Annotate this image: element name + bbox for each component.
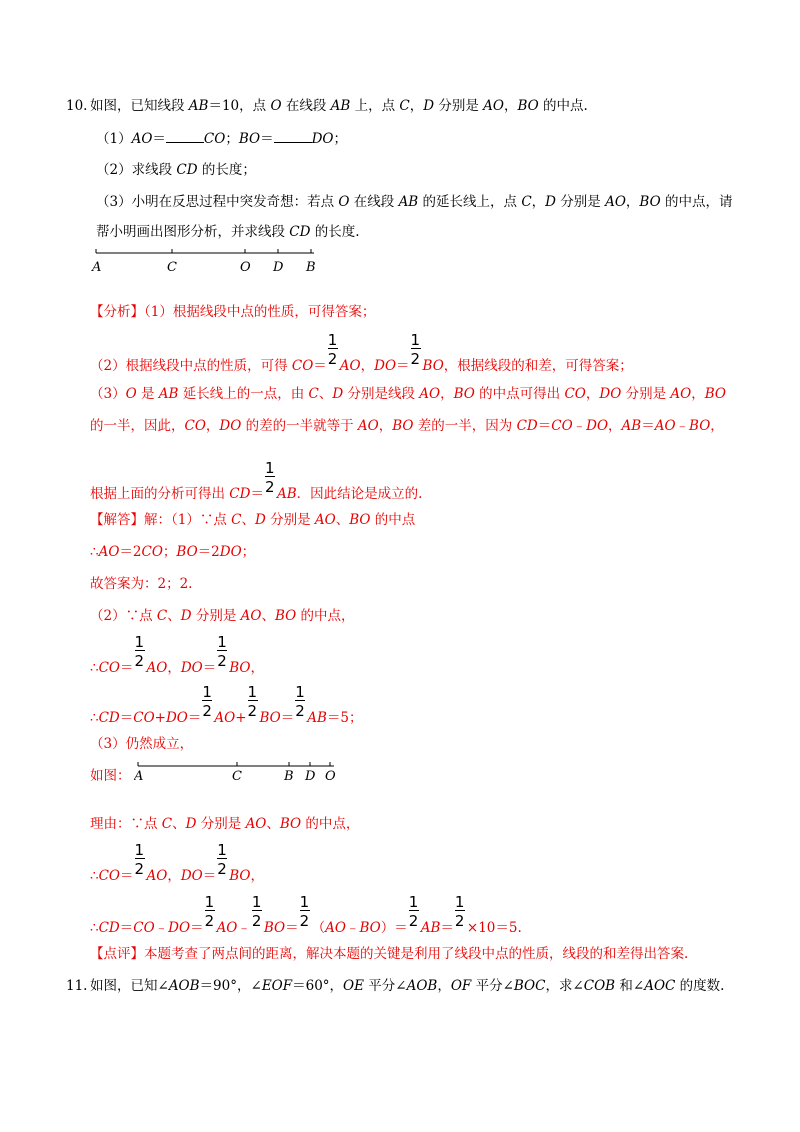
fraction xyxy=(251,893,264,932)
math-variable: BO xyxy=(229,660,251,676)
text-run: 分别是线段 xyxy=(343,386,420,402)
text-run: ＝60°， xyxy=(292,978,344,994)
text-run: 分别是 xyxy=(621,386,671,402)
math-variable: O xyxy=(270,98,282,114)
fig1-label-b: B xyxy=(306,260,316,275)
math-variable: C xyxy=(308,386,319,402)
math-variable: AO xyxy=(146,868,168,884)
math-variable: AOB xyxy=(168,978,200,994)
text-run: ∴ xyxy=(90,868,99,884)
math-variable: D xyxy=(254,512,266,528)
text-run: 是 xyxy=(136,386,159,402)
fig2-label-b: B xyxy=(284,769,294,784)
fraction xyxy=(216,841,229,880)
math-variable: AO xyxy=(483,98,504,114)
math-variable: AO xyxy=(98,544,120,560)
text-run: ＝ xyxy=(285,920,299,936)
text-run: ， xyxy=(503,98,518,114)
fraction-numerator: 1 xyxy=(454,893,465,911)
math-variable: CO xyxy=(133,710,155,726)
text-run: 如图，已知线段 xyxy=(90,98,189,114)
math-variable: AB xyxy=(188,98,209,114)
text-run: ＝ xyxy=(119,920,134,936)
text-run: 平分∠ xyxy=(471,978,514,994)
text-run: ＝ xyxy=(313,358,327,374)
text-run: 的中点 xyxy=(370,512,416,528)
text-run: ， xyxy=(167,868,181,884)
text-run: 上，点 xyxy=(350,98,400,114)
text-run: 在线段 xyxy=(281,98,331,114)
text-run: （ xyxy=(311,920,326,936)
fraction xyxy=(204,893,217,932)
math-variable: D xyxy=(180,608,192,624)
math-variable: C xyxy=(231,512,242,528)
text-run: 的中点， xyxy=(296,608,355,624)
text-run: ×10＝5. xyxy=(466,920,522,936)
text-run: ＝ xyxy=(202,660,217,676)
text-run: 如图： xyxy=(90,768,131,784)
text-run: 故答案为：2；2. xyxy=(90,576,193,592)
text-run: ， xyxy=(437,978,451,994)
math-variable: O xyxy=(125,386,137,402)
fraction-denominator: 2 xyxy=(217,860,227,878)
fraction-bar xyxy=(202,700,212,701)
text-run: + xyxy=(154,710,166,726)
fraction-denominator: 2 xyxy=(217,652,227,670)
fraction xyxy=(134,841,147,880)
math-variable: DO xyxy=(180,660,203,676)
text-run: 差的一半，因为 xyxy=(413,418,517,434)
math-variable: BO xyxy=(349,512,371,528)
math-variable: AB xyxy=(307,710,327,726)
q10-number: 10. xyxy=(66,98,88,114)
fraction-bar xyxy=(265,476,275,477)
text-run: 分别是 xyxy=(556,194,606,210)
fraction-bar xyxy=(455,910,465,911)
fig2-label-d: D xyxy=(305,769,316,784)
math-variable: OE xyxy=(343,978,364,994)
fraction xyxy=(264,459,277,498)
fraction-denominator: 2 xyxy=(251,912,262,930)
math-variable: CD xyxy=(98,710,120,726)
math-variable: AO xyxy=(419,386,441,402)
segment-figure-2 xyxy=(134,760,344,784)
math-variable: CD xyxy=(516,418,538,434)
fig1-label-a: A xyxy=(92,260,102,275)
math-variable: AB xyxy=(398,194,419,210)
math-variable: CO xyxy=(98,660,120,676)
text-run: ＝ xyxy=(396,358,410,374)
fraction-denominator: 2 xyxy=(295,702,305,720)
text-run: ＝ xyxy=(202,868,217,884)
fraction xyxy=(134,633,147,672)
text-run: （2）∵点 xyxy=(90,608,157,624)
math-variable: CD xyxy=(98,920,120,936)
text-run: ，根据线段的和差，可得答案； xyxy=(443,358,633,374)
math-variable: BO xyxy=(392,418,414,434)
fraction-bar xyxy=(205,910,215,911)
text-run: 的延长线上，点 xyxy=(418,194,522,210)
text-run: ， xyxy=(608,418,622,434)
fraction-numerator: 1 xyxy=(134,633,145,651)
solution-line1 xyxy=(90,510,415,530)
fig2-label-o: O xyxy=(325,769,336,784)
math-variable: D xyxy=(185,816,197,832)
fraction-numerator: 1 xyxy=(204,893,215,911)
text-run: ＝ xyxy=(119,710,134,726)
text-run: ， xyxy=(440,386,454,402)
math-variable: DO xyxy=(219,418,242,434)
math-variable: AO xyxy=(216,920,238,936)
text-run: ＝90°，∠ xyxy=(199,978,262,994)
fig2-label-a: A xyxy=(134,769,144,784)
fraction-numerator: 1 xyxy=(264,459,275,477)
solution-line6 xyxy=(90,683,363,728)
fraction-bar xyxy=(217,858,227,859)
math-variable: AO xyxy=(240,608,262,624)
math-variable: BO xyxy=(259,710,281,726)
fraction-numerator: 1 xyxy=(202,683,212,701)
math-variable: BO xyxy=(176,544,198,560)
math-variable: D xyxy=(332,386,344,402)
fraction-denominator: 2 xyxy=(264,478,275,496)
fig1-label-c: C xyxy=(167,260,177,275)
solution-line10 xyxy=(90,841,264,886)
text-run: 的长度. xyxy=(310,224,360,240)
math-variable: O xyxy=(338,194,350,210)
text-run: 的一半，因此， xyxy=(90,418,185,434)
text-run: ＝10，点 xyxy=(208,98,271,114)
text-run: ； xyxy=(241,544,256,560)
math-variable: BO xyxy=(263,920,286,936)
text-run: ＝ xyxy=(120,868,134,884)
text-run: ＝ xyxy=(440,920,454,936)
text-run: 帮小明画出图形分析，并求线段 xyxy=(96,224,290,240)
fraction-bar xyxy=(328,348,338,349)
math-variable: AO xyxy=(325,920,346,936)
q10-part1: （1）AO＝ CO；BO＝ DO； xyxy=(96,128,347,149)
fraction-bar xyxy=(217,650,227,651)
text-run: 的中点，请 xyxy=(660,194,733,210)
text-run: 的长度； xyxy=(197,162,256,178)
text-run: ∴ xyxy=(90,544,99,560)
text-run: ， xyxy=(205,418,220,434)
q10-part3-line2 xyxy=(96,222,360,242)
text-run: 分别是 xyxy=(434,98,484,114)
text-run: ∴ xyxy=(90,920,99,936)
text-run: ＝ xyxy=(250,486,264,502)
math-variable: D xyxy=(423,98,435,114)
math-variable: AO xyxy=(605,194,626,210)
math-variable: DO xyxy=(168,920,191,936)
fraction-denominator: 2 xyxy=(408,912,419,930)
text-run: 、 xyxy=(318,386,333,402)
text-run: ．因此结论是成立的. xyxy=(296,486,423,502)
fraction-denominator: 2 xyxy=(410,350,421,368)
text-run: ∴ xyxy=(90,660,99,676)
text-run: ， xyxy=(585,386,600,402)
solution-line3 xyxy=(90,574,192,594)
math-variable: DO xyxy=(180,868,203,884)
text-run: 、 xyxy=(167,608,181,624)
text-run: ＝ xyxy=(280,710,295,726)
text-run: ﹣ xyxy=(345,920,360,936)
text-run: 分别是 xyxy=(265,512,315,528)
q11-number: 11. xyxy=(66,978,88,994)
text-run: + xyxy=(235,710,247,726)
math-variable: AOC xyxy=(644,978,676,994)
text-run: 、 xyxy=(261,608,275,624)
text-run: 的度数. xyxy=(675,978,725,994)
math-variable: AOB xyxy=(406,978,438,994)
fraction xyxy=(201,683,214,722)
math-variable: AB xyxy=(276,486,297,502)
math-variable: AO xyxy=(339,358,361,374)
q10-part3-line1 xyxy=(96,192,732,212)
analysis-line1 xyxy=(90,302,375,322)
text-run: （2）根据线段中点的性质，可得 xyxy=(90,358,292,374)
text-run: （3）仍然成立， xyxy=(90,736,194,752)
fraction-denominator: 2 xyxy=(327,350,338,368)
fraction-bar xyxy=(135,650,145,651)
math-variable: CO xyxy=(133,920,155,936)
math-variable: AB xyxy=(420,920,441,936)
math-variable: BO xyxy=(359,920,381,936)
fraction xyxy=(327,331,340,370)
fraction-bar xyxy=(409,910,419,911)
math-variable: CO xyxy=(291,358,314,374)
solution-line5 xyxy=(90,633,264,678)
text-run: ， xyxy=(691,386,705,402)
math-variable: AO xyxy=(314,512,336,528)
text-run: 的中点， xyxy=(301,816,360,832)
text-run: ＝ xyxy=(187,710,202,726)
fraction xyxy=(454,893,467,932)
solution-line4 xyxy=(90,606,355,626)
math-variable: C xyxy=(399,98,410,114)
math-variable: CO xyxy=(184,418,206,434)
text-run: ，求∠ xyxy=(545,978,584,994)
q10-stem xyxy=(90,96,588,116)
text-run: 在线段 xyxy=(349,194,399,210)
math-variable: COB xyxy=(583,978,616,994)
answer-blank-1[interactable] xyxy=(166,128,204,143)
text-run: ﹣ xyxy=(237,920,251,936)
text-run: ＝ xyxy=(641,418,655,434)
fraction-denominator: 2 xyxy=(202,702,212,720)
math-variable: CO xyxy=(551,418,573,434)
answer-blank-2[interactable] xyxy=(274,128,312,143)
text-run: ， xyxy=(531,194,546,210)
text-run: 分别是 xyxy=(196,816,246,832)
text-run: 【分析】（1）根据线段中点的性质，可得答案； xyxy=(90,304,376,320)
text-run: 根据上面的分析可得出 xyxy=(90,486,230,502)
text-run: ∴ xyxy=(90,710,99,726)
text-run: ﹣ xyxy=(675,418,690,434)
text-run: ﹣ xyxy=(572,418,587,434)
fig1-label-o: O xyxy=(240,260,251,275)
fraction-denominator: 2 xyxy=(134,652,145,670)
text-run: ＝5； xyxy=(326,710,363,726)
math-variable: BO xyxy=(704,386,726,402)
text-run: ， xyxy=(409,98,424,114)
fraction-numerator: 1 xyxy=(217,633,227,651)
math-variable: C xyxy=(161,816,173,832)
text-run: （2）求线段 xyxy=(96,162,177,178)
fig1-ticks xyxy=(96,249,311,253)
text-run: ）＝ xyxy=(380,920,408,936)
text-run: 延长线上的一点，由 xyxy=(178,386,309,402)
math-variable: BO xyxy=(229,868,251,884)
fraction-bar xyxy=(295,700,305,701)
fraction-denominator: 2 xyxy=(204,912,215,930)
fraction-bar xyxy=(411,348,421,349)
math-variable: CD xyxy=(289,224,311,240)
fraction xyxy=(294,683,307,722)
math-variable: AO xyxy=(670,386,692,402)
text-run: 理由：∵点 xyxy=(90,816,162,832)
math-variable: AB xyxy=(330,98,351,114)
math-variable: C xyxy=(521,194,532,210)
text-run: ， xyxy=(167,660,181,676)
text-run: ﹣ xyxy=(154,920,169,936)
fraction-denominator: 2 xyxy=(247,702,258,720)
math-variable: DO xyxy=(374,358,397,374)
text-run: ， xyxy=(250,660,264,676)
math-variable: BO xyxy=(453,386,475,402)
math-variable: CO xyxy=(564,386,586,402)
text-run: 、 xyxy=(266,816,280,832)
math-variable: DO xyxy=(165,710,188,726)
math-variable: CO xyxy=(141,544,163,560)
q11-stem xyxy=(90,976,724,996)
text-run: ， xyxy=(625,194,640,210)
text-run: 平分∠ xyxy=(363,978,407,994)
math-variable: CD xyxy=(176,162,198,178)
math-variable: CO xyxy=(98,868,120,884)
fraction-numerator: 1 xyxy=(295,683,305,701)
math-variable: BO xyxy=(422,358,444,374)
math-variable: EOF xyxy=(261,978,293,994)
math-variable: BO xyxy=(274,608,297,624)
math-variable: DO xyxy=(219,544,242,560)
solution-line11 xyxy=(90,893,522,938)
text-run: 【解答】解：（1）∵点 xyxy=(90,512,232,528)
text-run: 、 xyxy=(335,512,350,528)
math-variable: AO xyxy=(245,816,267,832)
analysis-line4 xyxy=(90,416,724,436)
math-variable: AO xyxy=(654,418,676,434)
fig2-ticks xyxy=(138,762,330,766)
math-variable: BO xyxy=(689,418,711,434)
text-run: （3）小明在反思过程中突发奇想：若点 xyxy=(96,194,339,210)
math-variable: BOC xyxy=(513,978,546,994)
analysis-line3 xyxy=(90,384,726,404)
solution-line7 xyxy=(90,734,193,754)
math-variable: OF xyxy=(450,978,472,994)
fraction-bar xyxy=(300,910,310,911)
fraction xyxy=(216,633,229,672)
math-variable: BO xyxy=(639,194,661,210)
math-variable: DO xyxy=(599,386,622,402)
fraction-bar xyxy=(135,858,145,859)
fraction-numerator: 1 xyxy=(299,893,310,911)
text-run: 、 xyxy=(241,512,255,528)
fraction-denominator: 2 xyxy=(299,912,310,930)
segment-figure-1 xyxy=(86,246,326,278)
q10-part2 xyxy=(96,160,256,180)
text-run: ， xyxy=(360,358,375,374)
text-run: 的中点可得出 xyxy=(474,386,565,402)
text-run: ＝ xyxy=(120,660,134,676)
solution-line8 xyxy=(90,766,131,786)
text-run: ＝ xyxy=(537,418,552,434)
fraction-numerator: 1 xyxy=(217,841,227,859)
fraction-bar xyxy=(248,700,258,701)
text-run: 【点评】本题考查了两点间的距离，解决本题的关键是利用了线段中点的性质，线段的和差得出答案. xyxy=(90,946,689,962)
fraction-numerator: 1 xyxy=(410,331,421,349)
text-run: 的差的一半就等于 xyxy=(241,418,358,434)
text-run: ＝2 xyxy=(119,544,142,560)
text-run: ＝2 xyxy=(197,544,220,560)
fraction-numerator: 1 xyxy=(247,683,258,701)
math-variable: AO xyxy=(146,660,168,676)
fraction-bar xyxy=(252,910,262,911)
solution-line2 xyxy=(90,542,255,562)
text-run: 分别是 xyxy=(191,608,241,624)
math-variable: D xyxy=(545,194,556,210)
math-variable: AB xyxy=(158,386,179,402)
fraction-denominator: 2 xyxy=(454,912,465,930)
text-run: 和∠ xyxy=(615,978,645,994)
math-variable: CD xyxy=(229,486,251,502)
math-variable: C xyxy=(156,608,168,624)
fraction xyxy=(410,331,423,370)
fraction-numerator: 1 xyxy=(251,893,262,911)
fraction xyxy=(408,893,421,932)
text-run: 如图，已知∠ xyxy=(90,978,169,994)
text-run: ； xyxy=(162,544,177,560)
text-run: ， xyxy=(710,418,724,434)
fraction-numerator: 1 xyxy=(327,331,338,349)
fraction-numerator: 1 xyxy=(134,841,145,859)
text-run: 、 xyxy=(172,816,186,832)
text-run: （3） xyxy=(90,386,126,402)
analysis-line2 xyxy=(90,331,633,376)
text-run: ， xyxy=(378,418,393,434)
comment-line xyxy=(90,944,688,964)
fraction-numerator: 1 xyxy=(408,893,419,911)
math-variable: BO xyxy=(279,816,302,832)
fig1-label-d: D xyxy=(273,260,284,275)
text-run: ＝ xyxy=(190,920,204,936)
math-variable: AO xyxy=(357,418,379,434)
text-run: 的中点. xyxy=(538,98,588,114)
fraction xyxy=(299,893,312,932)
math-variable: AO xyxy=(214,710,236,726)
solution-line9 xyxy=(90,814,359,834)
fig2-label-c: C xyxy=(232,769,242,784)
math-variable: AB xyxy=(621,418,642,434)
math-variable: BO xyxy=(517,98,539,114)
text-run: ， xyxy=(250,868,264,884)
analysis-line5 xyxy=(90,459,423,504)
fraction-denominator: 2 xyxy=(134,860,145,878)
math-variable: DO xyxy=(586,418,609,434)
fraction xyxy=(247,683,260,722)
